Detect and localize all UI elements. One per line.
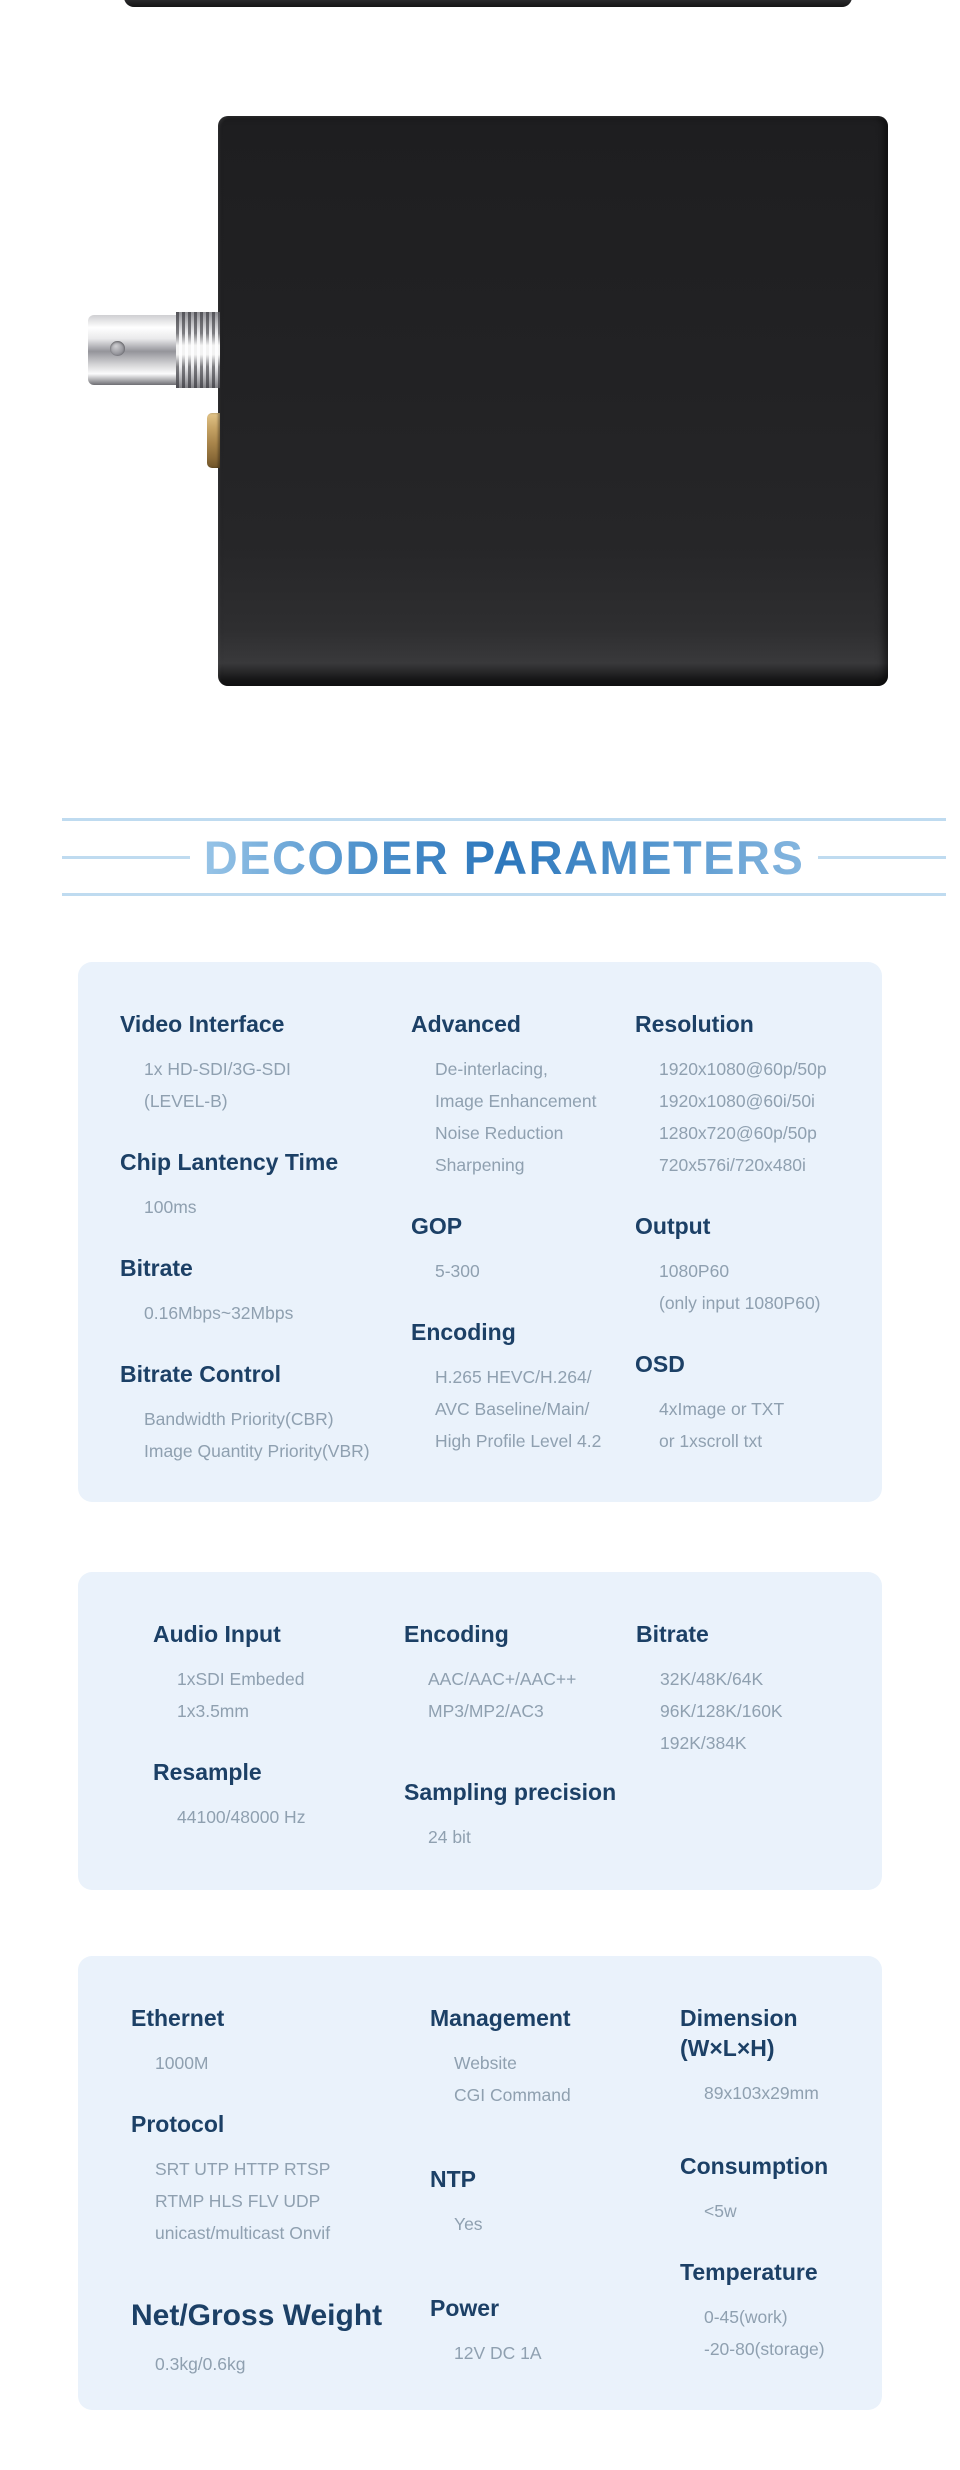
spec-heading-management: Management — [430, 2005, 571, 2031]
spec-value: 192K/384K — [660, 1733, 747, 1753]
spec-values — [411, 1053, 626, 1181]
spec-heading-resolution: Resolution — [635, 1011, 754, 1037]
spec-value: 89x103x29mm — [704, 2083, 819, 2103]
title-top-line — [62, 818, 946, 821]
spec-group-bitrate-control — [120, 1359, 400, 1467]
spec-value: 1x HD-SDI/3G-SDI — [144, 1059, 291, 1079]
spec-value: High Profile Level 4.2 — [435, 1431, 602, 1451]
spec-heading-osd: OSD — [635, 1351, 685, 1377]
spec-values — [404, 1821, 629, 1853]
bnc-connector-thread — [176, 312, 220, 388]
spec-group-bitrate — [636, 1619, 876, 1759]
page-title: DECODER PARAMETERS — [203, 830, 805, 884]
spec-values — [120, 1191, 400, 1223]
spec-group-resample — [153, 1757, 393, 1833]
card-video-column-3 — [635, 962, 875, 1502]
spec-group-ntp — [430, 2164, 660, 2240]
spec-heading-consumption: Consumption — [680, 2153, 829, 2179]
spec-heading-dimension-w-l-h: Dimension (W×L×H) — [680, 2005, 798, 2061]
spec-heading-bitrate: Bitrate — [636, 1621, 709, 1647]
spec-values — [635, 1255, 875, 1319]
card-video-column-2 — [411, 962, 626, 1502]
title-right-dash — [818, 856, 946, 859]
spec-heading-output: Output — [635, 1213, 711, 1239]
spec-value: Bandwidth Priority(CBR) — [144, 1409, 334, 1429]
spec-values — [430, 2047, 660, 2111]
spec-value: (only input 1080P60) — [659, 1293, 821, 1313]
spec-values — [131, 2348, 421, 2380]
spec-values — [430, 2208, 660, 2240]
spec-heading-protocol: Protocol — [131, 2111, 225, 2137]
card-system-column-2 — [430, 1956, 660, 2410]
section-title — [62, 818, 946, 896]
spec-heading-temperature: Temperature — [680, 2259, 818, 2285]
spec-heading-ntp: NTP — [430, 2166, 476, 2192]
spec-value: 4xImage or TXT — [659, 1399, 785, 1419]
spec-group-ethernet — [131, 2003, 421, 2079]
spec-group-video-interface — [120, 1009, 400, 1117]
spec-values — [120, 1053, 400, 1117]
spec-group-consumption — [680, 2151, 875, 2227]
spec-group-net-gross-weight — [131, 2298, 421, 2380]
spec-group-dimension-w-l-h — [680, 2003, 875, 2109]
device-body — [218, 116, 888, 686]
spec-values — [430, 2337, 660, 2369]
spec-heading-bitrate: Bitrate — [120, 1255, 193, 1281]
spec-value: 1920x1080@60i/50i — [659, 1091, 815, 1111]
card-system-column-1 — [131, 1956, 421, 2410]
spec-value: 1080P60 — [659, 1261, 730, 1281]
card-system-column-3 — [680, 1956, 875, 2410]
spec-value: 1xSDI Embeded — [177, 1669, 305, 1689]
spec-group-encoding — [411, 1317, 626, 1457]
spec-value: 24 bit — [428, 1827, 471, 1847]
spec-heading-audio-input: Audio Input — [153, 1621, 281, 1647]
card-audio-parameters — [78, 1572, 882, 1890]
spec-values — [411, 1255, 626, 1287]
spec-value: AAC/AAC+/AAC++ — [428, 1669, 577, 1689]
spec-values — [636, 1663, 876, 1759]
spec-values — [635, 1393, 875, 1457]
spec-value: AVC Baseline/Main/ — [435, 1399, 590, 1419]
spec-group-audio-input — [153, 1619, 393, 1727]
spec-value: 1000M — [155, 2053, 209, 2073]
spec-value: unicast/multicast Onvif — [155, 2223, 331, 2243]
spec-heading-net-gross-weight: Net/Gross Weight — [131, 2299, 383, 2332]
spec-heading-encoding: Encoding — [411, 1319, 516, 1345]
spec-values — [131, 2153, 421, 2249]
audio-jack-connector — [207, 413, 220, 468]
spec-value: 5-300 — [435, 1261, 480, 1281]
spec-value: SRT UTP HTTP RTSP — [155, 2159, 331, 2179]
decoder-device-photo — [0, 0, 960, 700]
spec-value: Website — [454, 2053, 517, 2073]
spec-value: RTMP HLS FLV UDP — [155, 2191, 321, 2211]
spec-group-management — [430, 2003, 660, 2111]
card-audio-column-1 — [153, 1572, 393, 1890]
spec-value: Noise Reduction — [435, 1123, 564, 1143]
spec-value: De-interlacing, — [435, 1059, 548, 1079]
spec-values — [680, 2077, 875, 2109]
spec-values — [680, 2301, 875, 2365]
spec-value: 0.3kg/0.6kg — [155, 2354, 246, 2374]
spec-value: 96K/128K/160K — [660, 1701, 783, 1721]
spec-value: Image Enhancement — [435, 1091, 597, 1111]
card-audio-column-3 — [636, 1572, 876, 1890]
spec-value: -20-80(storage) — [704, 2339, 825, 2359]
spec-heading-ethernet: Ethernet — [131, 2005, 225, 2031]
spec-value: 720x576i/720x480i — [659, 1155, 806, 1175]
spec-value: 32K/48K/64K — [660, 1669, 764, 1689]
spec-group-encoding — [404, 1619, 629, 1727]
spec-value: CGI Command — [454, 2085, 571, 2105]
spec-values — [153, 1663, 393, 1727]
spec-value: 1280x720@60p/50p — [659, 1123, 817, 1143]
card-audio-column-2 — [404, 1572, 629, 1890]
spec-value: H.265 HEVC/H.264/ — [435, 1367, 592, 1387]
spec-value: MP3/MP2/AC3 — [428, 1701, 544, 1721]
spec-values — [131, 2047, 421, 2079]
spec-heading-gop: GOP — [411, 1213, 463, 1239]
spec-group-bitrate — [120, 1253, 400, 1329]
spec-group-power — [430, 2293, 660, 2369]
spec-values — [404, 1663, 629, 1727]
spec-values — [120, 1297, 400, 1329]
spec-values — [120, 1403, 400, 1467]
spec-values — [680, 2195, 875, 2227]
spec-value: (LEVEL-B) — [144, 1091, 228, 1111]
bnc-connector-hole — [110, 341, 125, 356]
spec-heading-power: Power — [430, 2295, 500, 2321]
spec-group-advanced — [411, 1009, 626, 1181]
card-system-parameters — [78, 1956, 882, 2410]
spec-value: or 1xscroll txt — [659, 1431, 763, 1451]
spec-value: 1920x1080@60p/50p — [659, 1059, 827, 1079]
card-video-parameters — [78, 962, 882, 1502]
spec-value: 0-45(work) — [704, 2307, 788, 2327]
spec-heading-advanced: Advanced — [411, 1011, 521, 1037]
spec-value: Yes — [454, 2214, 483, 2234]
spec-heading-resample: Resample — [153, 1759, 262, 1785]
spec-value: 44100/48000 Hz — [177, 1807, 306, 1827]
spec-group-output — [635, 1211, 875, 1319]
spec-heading-chip-lantency-time: Chip Lantency Time — [120, 1149, 339, 1175]
spec-values — [411, 1361, 626, 1457]
spec-value: 0.16Mbps~32Mbps — [144, 1303, 294, 1323]
spec-group-gop — [411, 1211, 626, 1287]
spec-values — [153, 1801, 393, 1833]
spec-heading-sampling-precision: Sampling precision — [404, 1779, 617, 1805]
spec-group-sampling-precision — [404, 1777, 629, 1853]
spec-values — [635, 1053, 875, 1181]
spec-group-resolution — [635, 1009, 875, 1181]
spec-group-osd — [635, 1349, 875, 1457]
title-row — [62, 828, 946, 886]
spec-group-temperature — [680, 2257, 875, 2365]
spec-value: Image Quantity Priority(VBR) — [144, 1441, 370, 1461]
bnc-connector-barrel — [88, 315, 176, 385]
spec-group-chip-lantency-time — [120, 1147, 400, 1223]
spec-heading-encoding: Encoding — [404, 1621, 509, 1647]
title-bottom-line — [62, 893, 946, 896]
spec-heading-bitrate-control: Bitrate Control — [120, 1361, 281, 1387]
spec-heading-video-interface: Video Interface — [120, 1011, 285, 1037]
card-video-column-1 — [120, 962, 400, 1502]
spec-group-protocol — [131, 2109, 421, 2249]
spec-value: 1x3.5mm — [177, 1701, 249, 1721]
title-left-dash — [62, 856, 190, 859]
spec-value: 12V DC 1A — [454, 2343, 542, 2363]
spec-value: <5w — [704, 2201, 737, 2221]
spec-value: 100ms — [144, 1197, 197, 1217]
spec-value: Sharpening — [435, 1155, 525, 1175]
